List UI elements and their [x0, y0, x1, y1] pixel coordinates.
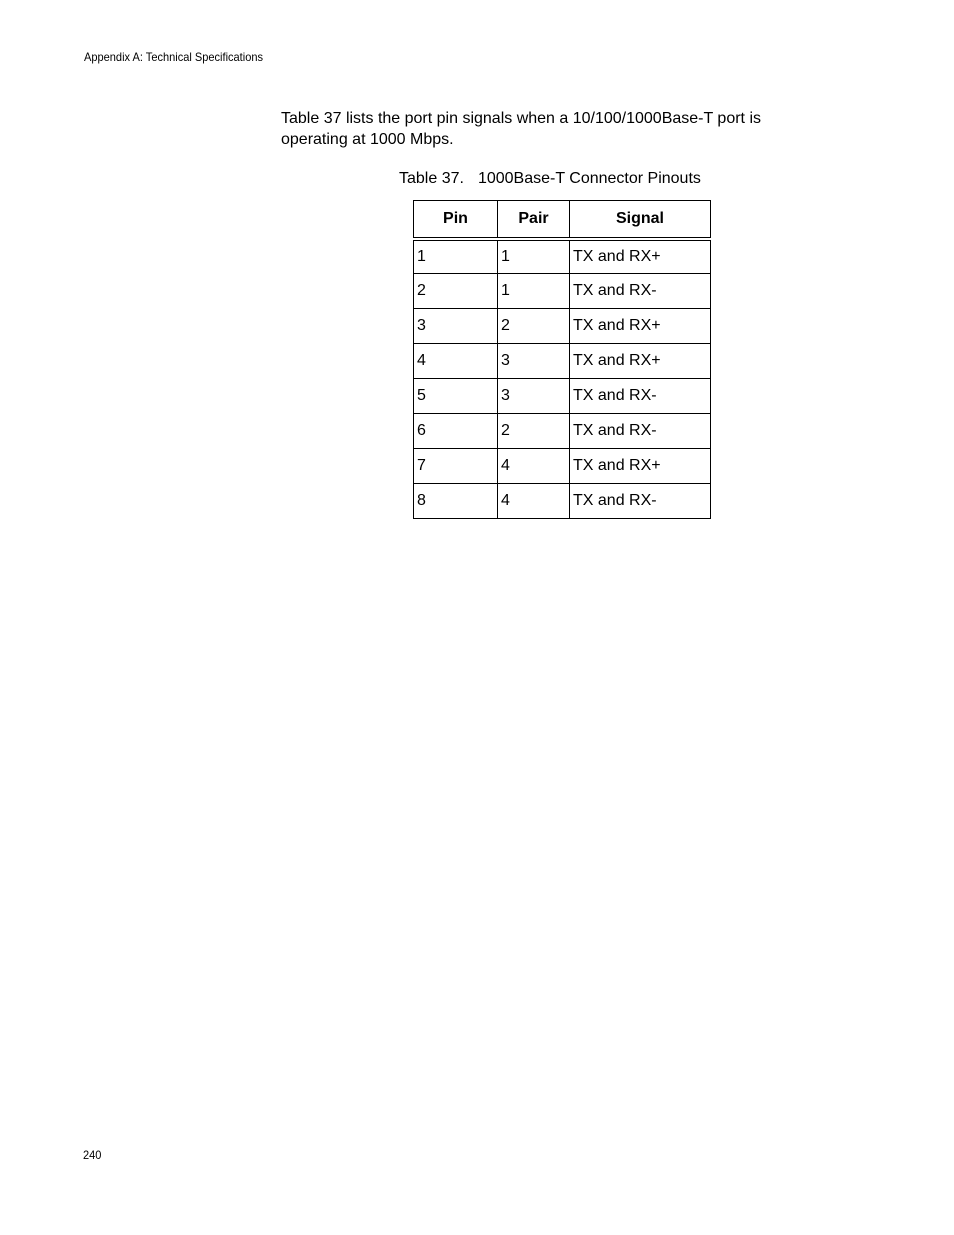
- pin-cell: 4: [414, 344, 498, 379]
- table-row: [414, 379, 711, 414]
- pair-cell: 4: [498, 484, 570, 519]
- signal-cell: TX and RX+: [570, 309, 711, 344]
- pair-cell: 4: [498, 449, 570, 484]
- page-number: 240: [83, 1148, 102, 1162]
- signal-cell: TX and RX+: [570, 449, 711, 484]
- column-header-pair: Pair: [498, 201, 570, 239]
- table-row: [414, 449, 711, 484]
- pinout-table: [413, 200, 711, 519]
- pair-cell: 1: [498, 239, 570, 274]
- table-row: [414, 344, 711, 379]
- table-caption-title: 1000Base-T Connector Pinouts: [477, 170, 701, 187]
- column-header-signal: Signal: [570, 201, 711, 239]
- table-row: [414, 239, 711, 274]
- pin-cell: 3: [414, 309, 498, 344]
- pair-cell: 2: [498, 309, 570, 344]
- column-header-pin: Pin: [414, 201, 498, 239]
- signal-cell: TX and RX+: [570, 344, 711, 379]
- table-caption-number: Table 37.: [399, 170, 464, 187]
- signal-cell: TX and RX+: [570, 239, 711, 274]
- pin-cell: 8: [414, 484, 498, 519]
- pair-cell: 1: [498, 274, 570, 309]
- pin-cell: 5: [414, 379, 498, 414]
- pin-cell: 2: [414, 274, 498, 309]
- intro-paragraph: Table 37 lists the port pin signals when a 10/100/1000Base-T port is operating at 1000 Mbps.: [281, 110, 761, 148]
- table-row: [414, 309, 711, 344]
- pair-cell: 2: [498, 414, 570, 449]
- pin-cell: 7: [414, 449, 498, 484]
- pair-cell: 3: [498, 379, 570, 414]
- table-header-row: [414, 201, 711, 239]
- table-row: [414, 414, 711, 449]
- pin-cell: 6: [414, 414, 498, 449]
- signal-cell: TX and RX-: [570, 414, 711, 449]
- table-caption: [399, 170, 701, 188]
- pin-cell: 1: [414, 239, 498, 274]
- signal-cell: TX and RX-: [570, 484, 711, 519]
- signal-cell: TX and RX-: [570, 379, 711, 414]
- running-header: Appendix A: Technical Specifications: [84, 50, 264, 64]
- table-row: [414, 274, 711, 309]
- signal-cell: TX and RX-: [570, 274, 711, 309]
- pair-cell: 3: [498, 344, 570, 379]
- table-row: [414, 484, 711, 519]
